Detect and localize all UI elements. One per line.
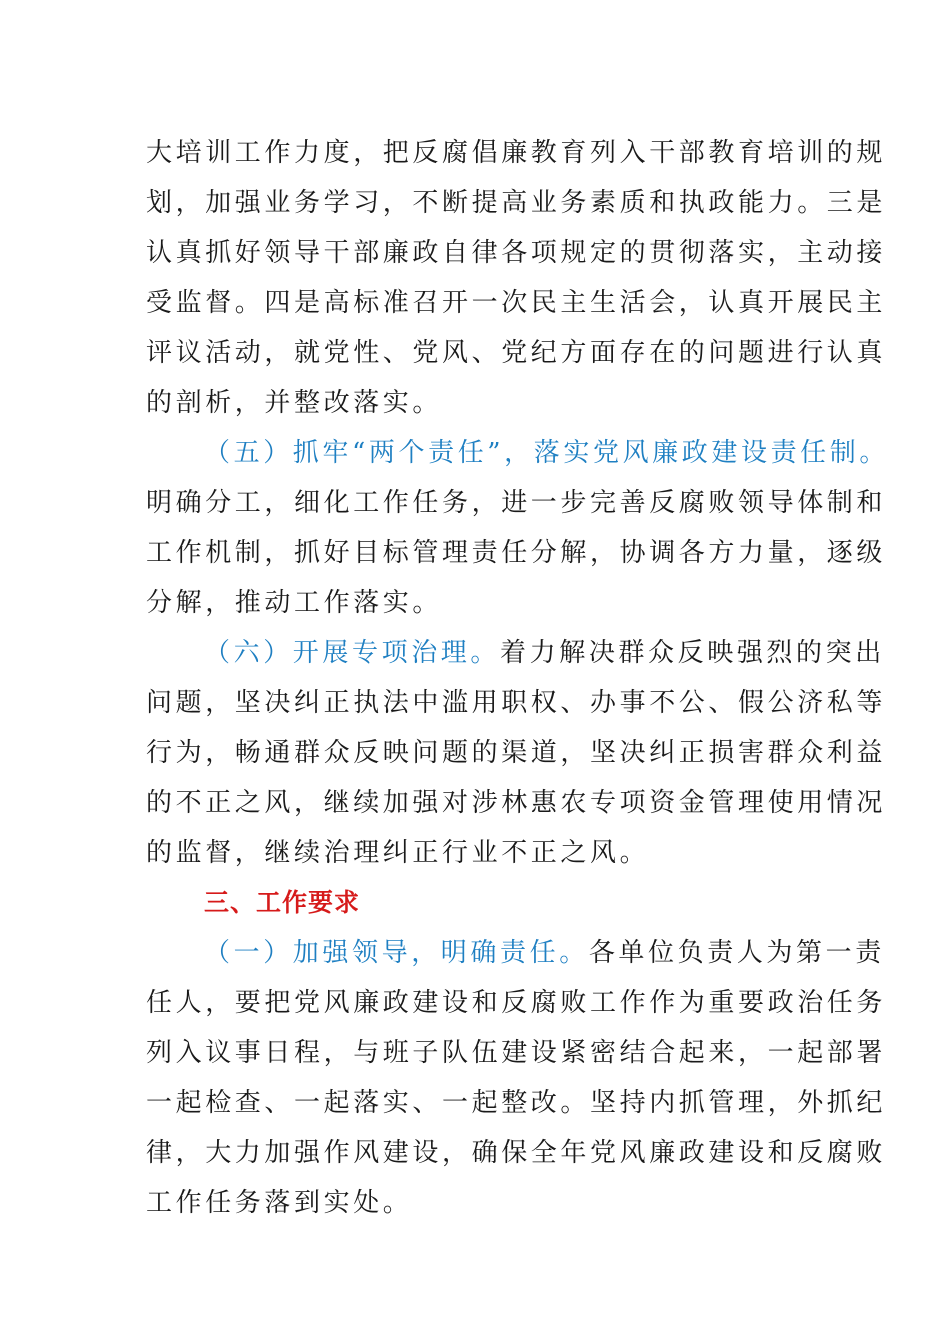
text-line: 工作机制，抓好目标管理责任分解，协调各方力量，逐级	[146, 538, 887, 568]
text-line: 划，加强业务学习，不断提高业务素质和执政能力。三是	[146, 188, 887, 218]
text-line: 问题，坚决纠正执法中滥用职权、办事不公、假公济私等	[146, 688, 887, 718]
text-line: 评议活动，就党性、党风、党纪方面存在的问题进行认真	[146, 338, 887, 368]
text-line: 大培训工作力度，把反腐倡廉教育列入干部教育培训的规	[146, 138, 887, 168]
body-text	[146, 128, 889, 1228]
text-line: 明确分工，细化工作任务，进一步完善反腐败领导体制和	[146, 488, 887, 518]
part-3-heading: 三、工作要求	[204, 888, 361, 917]
section-6-heading: （六）开展专项治理。	[204, 638, 501, 668]
text-line: 行为，畅通群众反映问题的渠道，坚决纠正损害群众利益	[146, 738, 887, 768]
text-line: 受监督。四是高标准召开一次民主生活会，认真开展民主	[146, 288, 887, 318]
part-3-paragraph	[146, 878, 810, 928]
text-line: 分解，推动工作落实。	[146, 588, 443, 618]
text-line: 的监督，继续治理纠正行业不正之风。	[146, 838, 650, 868]
section-1-heading: （一）加强领导，明确责任。	[204, 938, 589, 968]
section-5-paragraph	[146, 428, 889, 478]
text-line: 认真抓好领导干部廉政自律各项规定的贯彻落实，主动接	[146, 238, 887, 268]
text-line: 任人，要把党风廉政建设和反腐败工作作为重要政治任务	[146, 988, 887, 1018]
section-1-text: 各单位负责人为第一责	[588, 938, 885, 968]
section-1-paragraph	[146, 928, 885, 978]
section-5-heading: （五）抓牢“两个责任”，落实党风廉政建设责任制。	[204, 438, 889, 468]
text-line: 工作任务落到实处。	[146, 1188, 413, 1218]
section-6-text: 着力解决群众反映强烈的突出	[500, 638, 885, 668]
text-line: 的不正之风，继续加强对涉林惠农专项资金管理使用情况	[146, 788, 887, 818]
text-line: 的剖析，并整改落实。	[146, 388, 443, 418]
text-line: 律，大力加强作风建设，确保全年党风廉政建设和反腐败	[146, 1138, 887, 1168]
text-line: 列入议事日程，与班子队伍建设紧密结合起来，一起部署	[146, 1038, 887, 1068]
text-line: 一起检查、一起落实、一起整改。坚持内抓管理，外抓纪	[146, 1088, 887, 1118]
section-6-paragraph	[146, 628, 885, 678]
